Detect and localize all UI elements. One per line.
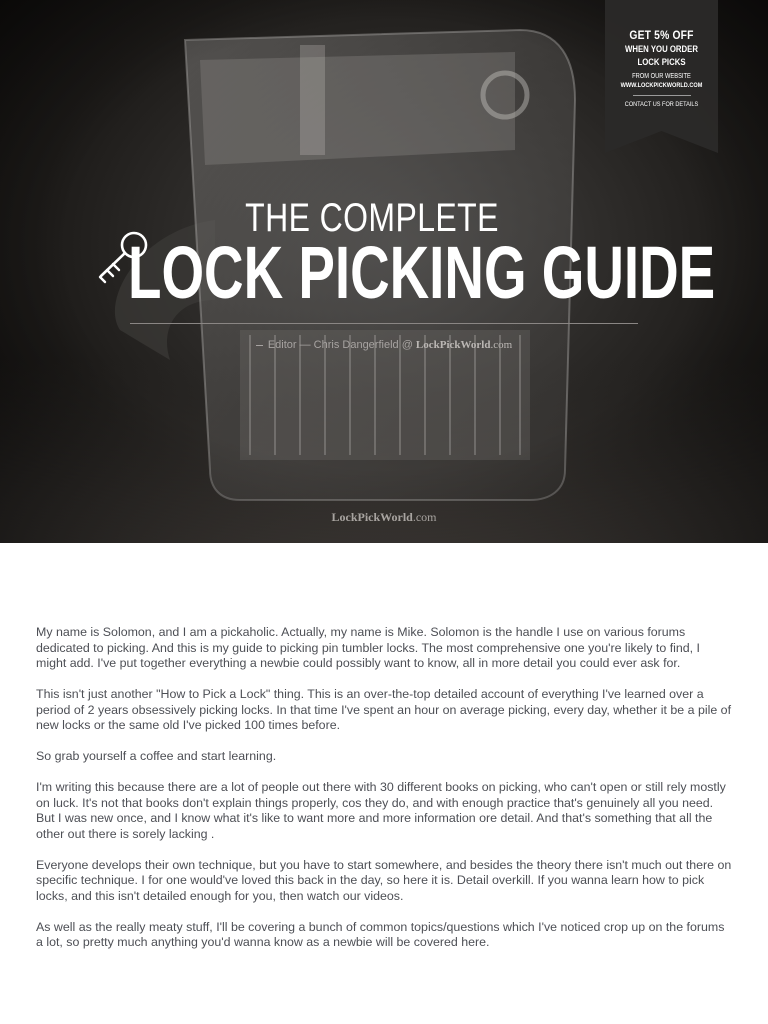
- brand-name-bold: LockPickWorld: [331, 510, 413, 524]
- title-divider: [130, 323, 638, 324]
- discount-subline-1: WHEN YOU ORDER: [624, 44, 699, 55]
- cover-title-big: LOCK PICKING GUIDE: [128, 231, 716, 314]
- intro-text: [36, 625, 732, 966]
- paragraph: My name is Solomon, and I am a pickaholic. Actually, my name is Mike. Solomon is the handle I use on various forums dedicated to picking. And this is my guide to picking pin tumbler locks. The most comprehensive one you're likely to find, I might add. I've put together everything a newbie could possibly want to know, all in more detail you could ever ask for.: [36, 625, 700, 670]
- paragraph: Everyone develops their own technique, but you have to start somewhere, and besides the theory there isn't much out there on specific technique. I for one would've loved this back in the day, so here it is. Detail overkill. If you wanna learn how to pick locks, and this isn't detailed enough for you, then watch our videos.: [36, 857, 732, 903]
- paragraph: I'm writing this because there are a lot of people out there with 30 different books on picking, who can't open or still rely mostly on luck. It's not that books don't explain things properly, cos they do, and with enough practice that's genuinely all you need. But I was new once, and I know what it's like to want more and more information ore detail. And that's something that all the other out there is sorely lacking .: [36, 780, 726, 841]
- editor-prefix: Editor — Chris Dangerfield @: [267, 339, 416, 351]
- discount-banner[interactable]: [605, 0, 718, 155]
- paragraph: So grab yourself a coffee and start learning.: [36, 749, 277, 763]
- banner-divider: [633, 95, 691, 96]
- discount-contact-note: CONTACT US FOR DETAILS: [624, 101, 699, 108]
- brand-name-suffix: .com: [412, 510, 437, 524]
- paragraph: As well as the really meaty stuff, I'll be covering a bunch of common topics/questions which I've noticed crop up on the forums a lot, so pretty much anything you'd wanna know as a newbie will be covered here.: [36, 919, 725, 949]
- editor-credit: [130, 339, 638, 351]
- cover-title-small: THE COMPLETE: [245, 196, 499, 240]
- paragraph: This isn't just another "How to Pick a Lock" thing. This is an over-the-top detailed account of everything I've learned over a period of 2 years obsessively picking locks. In that time I've spent an hour on average picking, every day, whether it be a pile of new locks or the same old I've picked 100 times before.: [36, 687, 732, 732]
- editor-site-bold[interactable]: LockPickWorld: [415, 339, 491, 351]
- cover-brand[interactable]: [0, 510, 768, 525]
- discount-website-url[interactable]: WWW.LOCKPICKWORLD.COM: [620, 82, 703, 89]
- discount-website-label: FROM OUR WEBSITE: [632, 73, 691, 80]
- discount-subline-2: LOCK PICKS: [637, 57, 686, 68]
- discount-headline: GET 5% OFF: [629, 28, 694, 42]
- editor-dash: [256, 345, 263, 346]
- editor-site-suffix: .com: [490, 339, 513, 351]
